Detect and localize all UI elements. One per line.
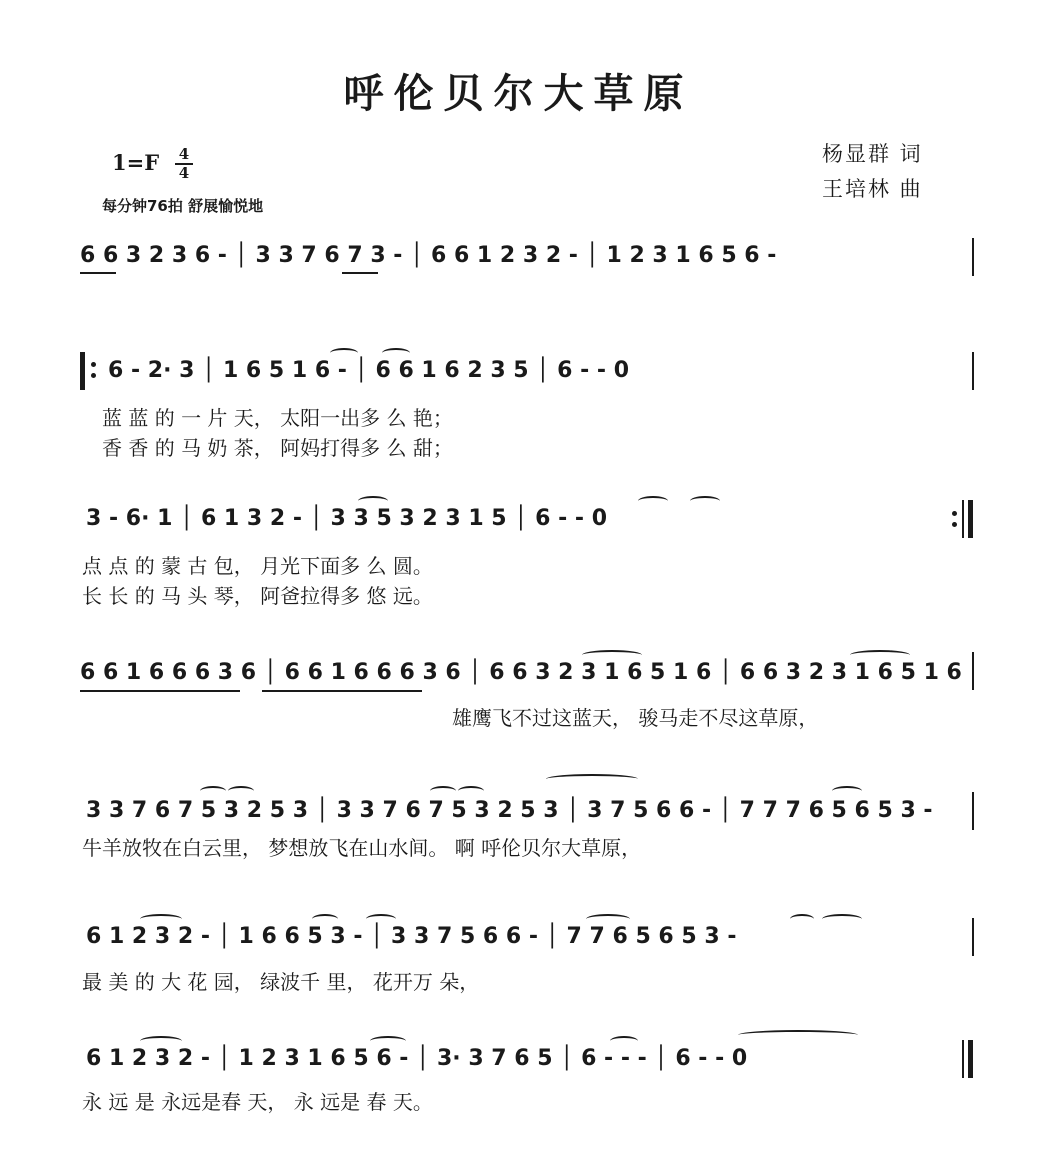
notation-row-6: 6 1 2 3 2 - │ 1 6 6 5 3 - │ 3 3 7 5 6 6 - │ 7 7 6 5 6 5 3 -: [86, 924, 737, 949]
time-signature-top: 4: [175, 146, 193, 165]
beam-underline: [342, 272, 378, 274]
end-barline: [972, 352, 974, 390]
slur: [366, 914, 396, 924]
slur: [690, 496, 720, 506]
tie: [546, 774, 638, 784]
slur: [822, 914, 862, 924]
slur: [330, 348, 358, 358]
lyric-verse-1: 永 远 是 永远是春 天， 永 远是 春 天。: [82, 1090, 433, 1114]
slur: [586, 914, 630, 924]
slur: [140, 914, 182, 924]
final-barline-thick: [968, 1040, 973, 1078]
end-barline: [972, 918, 974, 956]
lyricist-credit: 杨显群 词: [822, 142, 923, 166]
repeat-end-barline-thick: [968, 500, 973, 538]
lyric-verse-1: 最 美 的 大 花 园， 绿波千 里， 花开万 朵，: [82, 970, 480, 994]
lyric-verse-1: 蓝 蓝 的 一 片 天， 太阳一出多 么 艳；: [102, 406, 453, 430]
repeat-dots: [91, 356, 97, 384]
slur: [638, 496, 668, 506]
slur: [430, 786, 456, 796]
repeat-dots: [952, 505, 958, 533]
time-signature-bottom: 4: [178, 164, 190, 182]
slur: [790, 914, 814, 924]
lyric-verse-1: 点 点 的 蒙 古 包， 月光下面多 么 圆。: [82, 554, 433, 578]
notation-row-7: 6 1 2 3 2 - │ 1 2 3 1 6 5 6 - │ 3· 3 7 6 5 │ 6 - - - │ 6 - - 0: [86, 1046, 748, 1071]
end-barline: [972, 792, 974, 830]
slur: [370, 1036, 406, 1046]
slur: [140, 1036, 182, 1046]
slur: [458, 786, 484, 796]
final-barline: [962, 1040, 964, 1078]
lyric-verse-2: 香 香 的 马 奶 茶， 阿妈打得多 么 甜；: [102, 436, 453, 460]
notation-row-1: 6 6 3 2 3 6 - │ 3 3 7 6 7 3 - │ 6 6 1 2 3 2 - │ 1 2 3 1 6 5 6 -: [80, 243, 777, 268]
repeat-end-barline: [962, 500, 964, 538]
slur: [382, 348, 410, 358]
repeat-start-barline: [80, 352, 85, 390]
end-barline: [972, 652, 974, 690]
beam-underline: [262, 690, 422, 692]
notation-row-3: 3 - 6· 1 │ 6 1 3 2 - │ 3 3 5 3 2 3 1 5 │ 6 - - 0: [86, 506, 608, 531]
slur: [228, 786, 254, 796]
lyric-verse-1: 牛羊放牧在白云里， 梦想放飞在山水间。 啊 呼伦贝尔大草原，: [82, 836, 642, 860]
time-signature: [175, 146, 193, 182]
tempo-marking: 每分钟76拍 舒展愉悦地: [102, 197, 264, 215]
slur: [832, 786, 862, 796]
slur: [850, 650, 910, 660]
slur: [582, 650, 642, 660]
song-title: 呼伦贝尔大草原: [343, 70, 694, 117]
beam-underline: [80, 272, 116, 274]
slur: [358, 496, 388, 506]
end-barline: [972, 238, 974, 276]
slur: [200, 786, 226, 796]
lyric-verse-2: 长 长 的 马 头 琴， 阿爸拉得多 悠 远。: [82, 584, 433, 608]
lyric-verse-1: 雄鹰飞不过这蓝天， 骏马走不尽这草原，: [452, 706, 819, 730]
notation-row-2: 6 - 2· 3 │ 1 6 5 1 6 - │ 6 6 1 6 2 3 5 │ 6 - - 0: [108, 358, 630, 383]
beam-underline: [80, 690, 240, 692]
notation-row-5: 3 3 7 6 7 5 3 2 5 3 │ 3 3 7 6 7 5 3 2 5 3 │ 3 7 5 6 6 - │ 7 7 7 6 5 6 5 3 -: [86, 798, 933, 823]
composer-credit: 王培林 曲: [822, 177, 923, 201]
slur: [610, 1036, 638, 1046]
slur: [312, 914, 338, 924]
tie: [738, 1030, 858, 1040]
notation-row-4: 6 6 1 6 6 6 3 6 │ 6 6 1 6 6 6 3 6 │ 6 6 3 2 3 1 6 5 1 6 │ 6 6 3 2 3 1 6 5 1 6: [80, 660, 962, 685]
key-signature: 1=F: [112, 150, 160, 175]
